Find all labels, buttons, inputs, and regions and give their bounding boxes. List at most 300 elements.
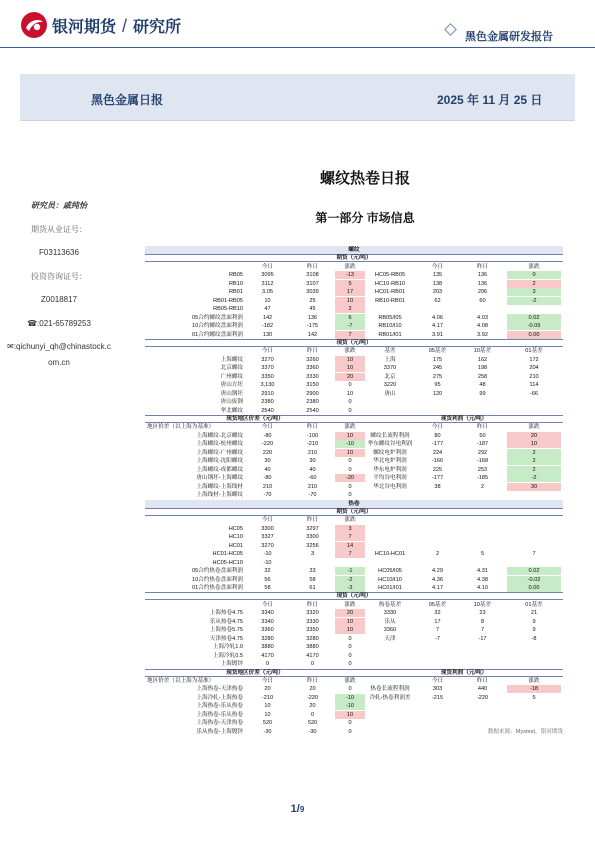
table-cell: -2 [335, 576, 365, 584]
subheader-label: 期货（元/吨） [336, 255, 372, 262]
table-cell: 涨跌 [528, 424, 540, 431]
table-cell: 3039 [306, 289, 319, 296]
table-cell [415, 516, 460, 524]
table-row [145, 618, 563, 626]
table-row [145, 466, 563, 474]
table-cell: HC01/I01 [378, 585, 402, 591]
table-cell: 上海冷轧1.0 [212, 644, 243, 651]
table-cell: 172 [529, 356, 539, 363]
table-cell: 螺纹电炉利润 [373, 449, 407, 456]
table-cell: 3.91 [432, 331, 443, 338]
table-cell: RB01-RB05 [213, 297, 243, 304]
table-cell: -60 [308, 475, 317, 482]
subheader-label: 期货（元/吨） [336, 508, 372, 515]
license-label: 期货从业证号： [31, 225, 87, 234]
table-cell: 广州螺纹 [220, 373, 243, 380]
table-cell: HC05-HC10 [212, 559, 243, 566]
table-cell: 0 [348, 399, 352, 406]
table-cell: 10基差 [473, 601, 492, 608]
table-cell [415, 719, 460, 727]
table-cell: 10 [264, 711, 271, 718]
table-cell [460, 398, 505, 406]
table-cell: 0.00 [507, 331, 561, 339]
galaxy-logo-icon [20, 11, 48, 39]
table-cell [145, 347, 245, 355]
table-cell: 8 [480, 618, 485, 625]
table-cell [460, 542, 505, 550]
table-cell: HC10/I10 [378, 576, 402, 583]
table-row [145, 271, 563, 279]
table-cell: 58 [309, 576, 316, 583]
table-cell: 华北谷电利润 [373, 483, 407, 490]
table-cell: 0 [507, 271, 561, 279]
table-cell: 258 [477, 373, 488, 380]
table-cell: 上海热卷-天津热卷 [196, 686, 243, 693]
table-section-header [145, 246, 563, 254]
table-cell [507, 660, 561, 668]
table-cell [365, 398, 415, 406]
table-cell: 0 [310, 711, 315, 718]
table-cell: 上海螺纹 [220, 356, 243, 363]
table-cell: -168 [476, 458, 489, 465]
table-cell: -100 [306, 432, 319, 439]
table-cell: 05基差 [428, 348, 447, 355]
table-cell: -13 [335, 271, 365, 279]
table-cell: 30 [507, 483, 561, 491]
table-cell: 10基差 [473, 348, 492, 355]
table-cell: 上海热卷4.75 [209, 610, 243, 617]
table-cell: -177 [431, 475, 444, 482]
table-cell: 203 [432, 289, 443, 296]
table-row [145, 322, 563, 330]
table-cell [507, 728, 561, 736]
table-row [145, 474, 563, 482]
table-cell [415, 643, 460, 651]
table-cell: 乐从热卷4.75 [209, 618, 243, 625]
table-cell: 01基差 [525, 348, 543, 355]
table-cell [415, 702, 460, 710]
table-cell: 9 [532, 627, 536, 634]
table-cell: 58 [264, 585, 271, 591]
consult-label: 投资咨询证号： [31, 272, 87, 281]
table-cell: -10 [263, 559, 272, 566]
table-cell: 螺纹长流程利润 [370, 432, 410, 439]
table-cell: 20 [507, 432, 561, 440]
table-row [145, 483, 563, 491]
table-cell: 今日 [261, 424, 274, 431]
table-row [145, 533, 563, 541]
table-cell: -1 [335, 567, 365, 575]
table-cell: 昨日 [476, 424, 489, 431]
table-cell: RB01/I01 [378, 331, 402, 338]
table-cell: 涨跌 [344, 348, 356, 355]
table-row [145, 567, 563, 575]
table-cell: -7 [335, 322, 365, 330]
table-cell: 80 [434, 432, 441, 439]
table-cell: 4.03 [477, 314, 488, 321]
table-cell: 昨日 [306, 601, 319, 608]
table-cell: 3 [335, 525, 365, 533]
table-cell: -10 [335, 694, 365, 702]
table-cell [460, 305, 505, 313]
table-row [145, 263, 563, 271]
table-cell: -215 [431, 694, 444, 701]
table-cell: 7 [532, 551, 536, 558]
table-cell: 30 [264, 458, 271, 465]
table-cell: 210 [307, 483, 318, 490]
table-row [145, 280, 563, 288]
table-cell: 4170 [261, 652, 274, 659]
table-cell: -30 [308, 728, 317, 735]
table-cell [365, 516, 415, 524]
table-cell: 05基差 [428, 601, 447, 608]
table-cell: 138 [432, 280, 443, 287]
table-cell: 3370 [383, 365, 397, 372]
table-row [145, 314, 563, 322]
table-cell: 175 [432, 356, 443, 363]
table-cell: 今日 [261, 263, 274, 270]
table-cell [460, 525, 505, 533]
table-cell: 唐山钢坯-上海螺纹 [196, 475, 243, 482]
table-cell: 7 [480, 627, 485, 634]
table-section-header [145, 500, 563, 508]
table-cell: 520 [262, 720, 273, 727]
table-cell: -2 [507, 474, 561, 482]
header-rule [0, 47, 595, 48]
table-cell [415, 533, 460, 541]
table-row [145, 423, 563, 431]
table-cell [460, 516, 505, 524]
table-cell: 10合约热卷盘面利润 [192, 576, 243, 583]
table-cell: HC01 [228, 542, 243, 549]
table-cell: 135 [432, 272, 443, 279]
table-cell: 昨日 [476, 677, 489, 684]
table-cell [415, 711, 460, 719]
table-cell: 3360 [306, 365, 319, 372]
table-cell: 206 [477, 289, 488, 296]
table-cell: 昨日 [306, 263, 319, 270]
table-row [145, 381, 563, 389]
table-cell: 3 [507, 288, 561, 296]
table-cell: 涨跌 [344, 677, 356, 684]
table-cell: 0 [348, 407, 352, 414]
table-cell [290, 559, 335, 567]
table-cell [460, 407, 505, 415]
table-cell: 303 [432, 686, 443, 693]
table-cell: 2 [507, 466, 561, 474]
section-title: 第一部分 市场信息 [315, 211, 415, 225]
table-cell: 20 [335, 373, 365, 381]
table-cell: -0.02 [507, 576, 561, 584]
email-line-1[interactable]: ✉:qichunyi_qh@chinastock.c [7, 342, 111, 351]
table-cell: 2380 [261, 399, 274, 406]
table-cell [365, 533, 415, 541]
table-cell: 5 [335, 280, 365, 288]
phone-number: ☎:021-65789253 [27, 319, 91, 328]
table-row [145, 626, 563, 634]
table-cell: 北京 [384, 373, 396, 380]
table-cell: 0 [348, 458, 352, 465]
table-cell: RB10 [229, 280, 243, 287]
table-cell [365, 677, 415, 685]
table-cell: 40 [309, 466, 316, 473]
table-cell: 20 [335, 609, 365, 617]
table-cell: -210 [261, 694, 274, 701]
table-cell [415, 305, 460, 313]
table-cell: 热卷长流程利润 [370, 686, 410, 693]
table-cell: -70 [308, 492, 317, 499]
table-cell: 0 [348, 635, 352, 642]
table-cell: 乐从 [384, 618, 396, 625]
table-cell: 50 [479, 432, 486, 439]
table-cell: 4.17 [432, 323, 443, 330]
table-cell: RB01 [229, 289, 243, 296]
table-cell: 32 [434, 610, 441, 617]
subheader-label: 现货（元/吨） [336, 593, 372, 600]
brand-name [52, 14, 181, 37]
table-cell: 245 [432, 365, 443, 372]
table-cell: 204 [529, 365, 539, 372]
table-cell: 10 [335, 449, 365, 457]
table-row [145, 576, 563, 584]
table-cell: HC01-HC05 [212, 551, 243, 558]
table-cell: 3.92 [477, 331, 488, 338]
table-cell: 210 [262, 483, 273, 490]
table-cell: 2 [507, 280, 561, 288]
table-cell: 2 [507, 457, 561, 465]
table-cell: 3370 [261, 365, 274, 372]
table-cell [460, 643, 505, 651]
table-cell: 21 [530, 610, 538, 617]
table-cell: 3256 [306, 542, 319, 549]
section-label: 螺纹 [145, 246, 563, 254]
table-row [145, 660, 563, 668]
table-cell: -18 [507, 685, 561, 693]
table-cell: 涨跌 [344, 263, 356, 270]
table-row [145, 550, 563, 558]
table-cell: 唐山废钢 [220, 399, 243, 406]
consult-number: Z0018817 [40, 295, 78, 304]
table-cell: 3360 [383, 627, 397, 634]
table-cell: RB05 [229, 272, 243, 279]
page-number [0, 803, 595, 815]
table-cell [460, 711, 505, 719]
table-cell: -177 [431, 441, 444, 448]
table-row [145, 525, 563, 533]
table-cell [507, 525, 561, 533]
table-cell: 14 [335, 542, 365, 550]
table-cell: 61 [309, 585, 316, 591]
table-cell [145, 516, 245, 524]
table-cell [507, 702, 561, 710]
table-row [145, 288, 563, 296]
table-cell: -30 [263, 728, 272, 735]
table-cell: 地区价差（以上海为基准） [147, 424, 215, 431]
table-row [145, 516, 563, 524]
table-cell: 0 [310, 661, 315, 668]
table-cell: -7 [435, 635, 440, 642]
table-row [145, 677, 563, 685]
table-cell: HC05/I05 [378, 568, 402, 575]
table-cell: 3330 [306, 618, 319, 625]
table-cell: -17 [478, 635, 487, 642]
table-cell: 3270 [261, 542, 274, 549]
table-cell: -220 [306, 694, 319, 701]
table-cell: 10 [335, 618, 365, 626]
table-cell [507, 398, 561, 406]
table-row [145, 491, 563, 499]
table-cell: 6 [335, 314, 365, 322]
table-row [145, 305, 563, 313]
table-cell: 上海热卷-天津热卷 [196, 720, 243, 727]
table-cell: 平均谷电利润 [373, 475, 407, 482]
table-cell: 昨日 [306, 517, 319, 524]
table-cell: -10 [263, 551, 272, 558]
table-cell: 昨日 [306, 424, 319, 431]
table-cell: 3,05 [262, 289, 273, 296]
table-cell: 05合约螺纹盘面利润 [192, 314, 243, 321]
table-cell: 198 [477, 365, 488, 372]
table-cell: 10 [335, 356, 365, 364]
table-cell: 2 [480, 483, 485, 490]
table-cell [365, 702, 415, 710]
table-cell: 130 [262, 331, 273, 338]
table-cell: 0.02 [507, 567, 561, 575]
table-cell [460, 533, 505, 541]
section-label: 热卷 [145, 500, 563, 508]
table-cell [507, 719, 561, 727]
table-cell: 253 [477, 466, 488, 473]
table-cell: 今日 [261, 348, 274, 355]
table-cell: -2 [507, 297, 561, 305]
table-cell: 95 [434, 382, 441, 389]
table-cell: 3280 [261, 635, 274, 642]
table-row [145, 711, 563, 719]
table-cell: HC10-HC01 [374, 551, 406, 558]
table-cell [507, 516, 561, 524]
table-cell: 10 [335, 432, 365, 440]
table-row [145, 449, 563, 457]
table-cell [365, 423, 415, 431]
table-cell [365, 711, 415, 719]
table-cell: 25 [309, 297, 316, 304]
table-cell: 上海螺纹-成都螺纹 [196, 466, 243, 473]
table-cell: 2 [335, 305, 365, 313]
table-cell: 7 [335, 533, 365, 541]
table-cell: 3280 [306, 635, 319, 642]
table-cell: RB10-RB01 [375, 297, 405, 304]
table-cell [415, 491, 460, 499]
table-cell: 2900 [306, 390, 319, 397]
table-cell: 华东电炉利润 [373, 466, 407, 473]
table-cell: 10 [335, 364, 365, 372]
table-cell: -0.09 [507, 322, 561, 330]
table-cell: 昨日 [306, 677, 319, 684]
table-cell: 210 [307, 449, 318, 456]
table-cell: 10合约螺纹盘面利润 [192, 323, 243, 330]
table-cell: 上海冷轧-上海热卷 [196, 694, 243, 701]
table-cell: 3350 [261, 373, 274, 380]
table-cell: 涨跌 [344, 517, 356, 524]
table-cell [365, 305, 415, 313]
table-cell: 62 [434, 297, 441, 304]
table-row [145, 407, 563, 415]
subheader-label-left: 现货地区价差（元/吨） [226, 416, 284, 422]
table-subheader [145, 669, 563, 677]
table-cell: 0 [348, 382, 352, 389]
table-cell [335, 559, 365, 567]
table-cell [415, 652, 460, 660]
brand-title: 银河期货 [52, 19, 117, 36]
table-cell [507, 542, 561, 550]
table-cell [507, 533, 561, 541]
table-row [145, 373, 563, 381]
table-row [145, 440, 563, 448]
table-cell: 142 [307, 331, 318, 338]
table-cell: -187 [476, 441, 489, 448]
table-cell: -182 [261, 323, 274, 330]
table-cell: 唐山 [384, 390, 396, 397]
table-cell: -80 [263, 475, 272, 482]
table-cell [365, 542, 415, 550]
table-cell: 120 [432, 390, 443, 397]
table-cell: 涨跌 [528, 677, 540, 684]
table-cell: 99 [479, 390, 486, 397]
table-cell: 7 [335, 331, 365, 339]
table-cell: 38 [434, 483, 441, 490]
table-cell: -166 [431, 458, 444, 465]
table-cell: 3327 [261, 534, 274, 541]
table-cell: 440 [477, 686, 488, 693]
brand-divider: / [122, 16, 128, 36]
table-cell [145, 263, 245, 271]
table-cell: 涨跌 [528, 263, 540, 270]
table-cell: 北京螺纹 [220, 365, 243, 372]
table-cell [415, 525, 460, 533]
table-cell: 天津热卷4.75 [209, 635, 243, 642]
table-row [145, 542, 563, 550]
table-cell: 162 [477, 356, 488, 363]
table-cell: 0 [348, 492, 352, 499]
table-cell: 275 [432, 373, 443, 380]
table-cell: 10 [507, 440, 561, 448]
table-row [145, 609, 563, 617]
table-cell: 01合约热卷盘面利润 [192, 585, 243, 591]
table-cell: HC05 [228, 525, 243, 532]
table-cell: 0 [348, 661, 352, 668]
table-cell: 3270 [261, 356, 274, 363]
email-line-2[interactable]: om.cn [48, 358, 70, 367]
brand-division: 研究所 [133, 19, 182, 36]
table-cell: 上海 [384, 356, 396, 363]
table-row [145, 297, 563, 305]
table-cell: 上海螺纹-北京螺纹 [196, 432, 243, 439]
table-cell: 数据来源：Mysteel，银河期货 [487, 728, 563, 735]
table-cell: 40 [264, 466, 271, 473]
table-cell [415, 728, 460, 736]
table-row [145, 635, 563, 643]
table-cell: 56 [264, 576, 271, 583]
table-cell [460, 660, 505, 668]
table-cell: 涨跌 [344, 601, 356, 608]
table-cell: -10 [335, 702, 365, 710]
table-cell [415, 398, 460, 406]
table-cell: 4.17 [432, 585, 443, 591]
table-cell: 0 [348, 652, 352, 659]
table-cell: 基差 [384, 348, 396, 355]
table-cell: 上海热卷5.75 [209, 627, 243, 634]
table-cell [507, 643, 561, 651]
